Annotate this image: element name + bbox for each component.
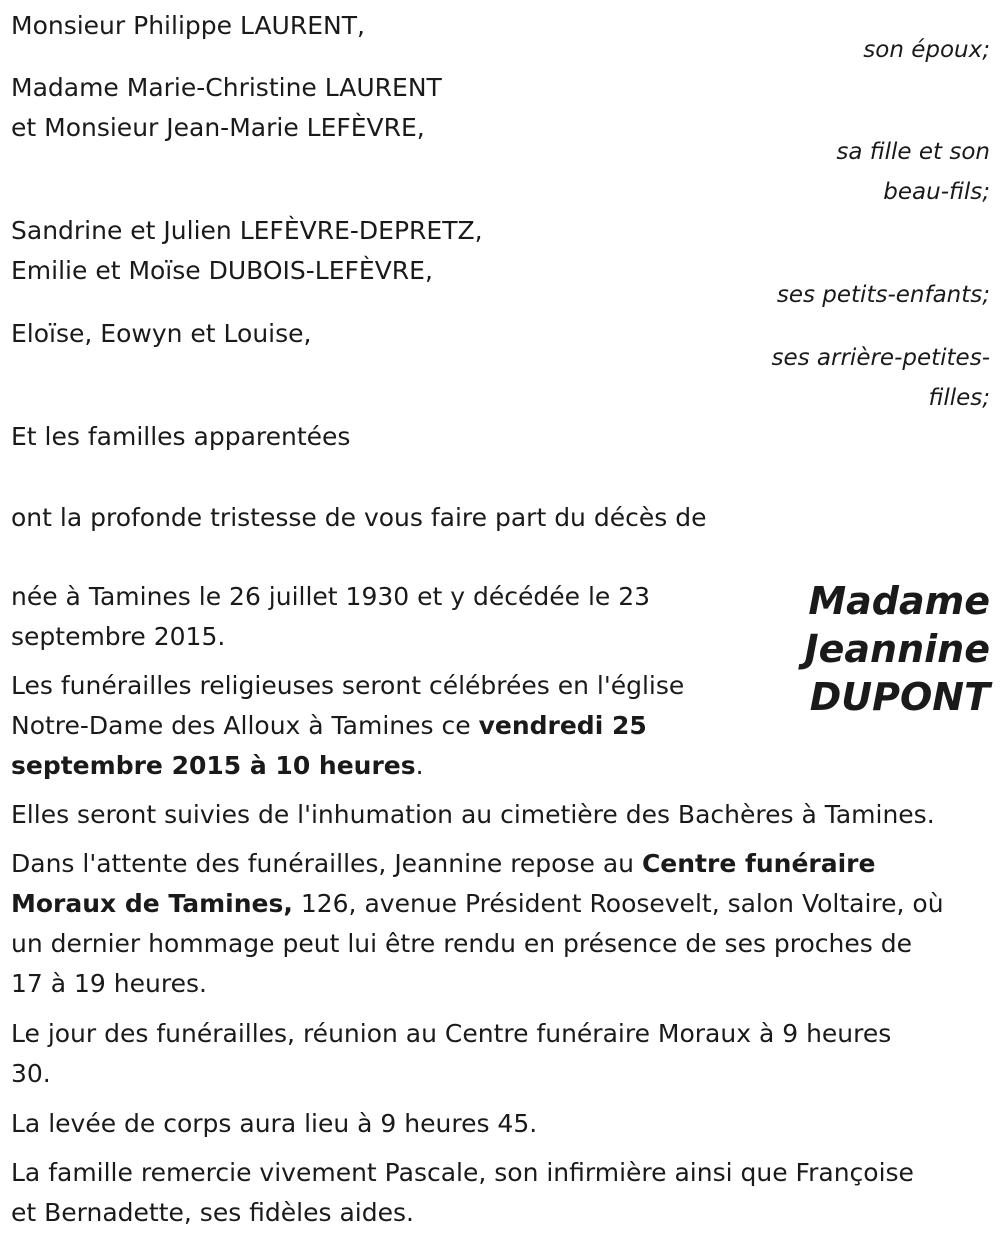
grandchildren-line2: Emilie et Moïse DUBOIS-LEFÈVRE, xyxy=(11,256,433,285)
thanks-line2: et Bernadette, ses fidèles aides. xyxy=(11,1198,414,1227)
funeral-line1: Les funérailles religieuses seront célébrées en l'église xyxy=(11,671,685,700)
deceased-name xyxy=(804,577,990,721)
rest-line2 xyxy=(11,884,944,924)
rest-line1-text: Dans l'attente des funérailles, Jeannine repose au xyxy=(11,849,642,878)
daughter-name-line1: Madame Marie-Christine LAURENT xyxy=(11,73,442,102)
funeral-line2-text: Notre-Dame des Alloux à Tamines ce xyxy=(11,711,479,740)
daughter-relation-line1: sa fille et son xyxy=(836,139,990,165)
spouse-name: Monsieur Philippe LAURENT, xyxy=(11,11,365,40)
daughter-relation-line2: beau-fils; xyxy=(883,179,990,205)
grandchildren-relation: ses petits-enfants; xyxy=(776,282,990,308)
daughter-name-line2: et Monsieur Jean-Marie LEFÈVRE, xyxy=(11,113,425,142)
rest-line2-text: 126, avenue Président Roosevelt, salon Voltaire, où xyxy=(292,889,944,918)
thanks-line1: La famille remercie vivement Pascale, son infirmière ainsi que Françoise xyxy=(11,1158,914,1187)
spouse-relation: son époux; xyxy=(863,37,990,63)
funeral-home-bold-1: Centre funéraire xyxy=(641,849,876,878)
birth-line2: septembre 2015. xyxy=(11,622,226,651)
meeting-line2: 30. xyxy=(11,1059,51,1088)
birth-line1: née à Tamines le 26 juillet 1930 et y décédée le 23 xyxy=(11,582,651,611)
grandchildren-line1: Sandrine et Julien LEFÈVRE-DEPRETZ, xyxy=(11,216,483,245)
announcement-line: ont la profonde tristesse de vous faire part du décès de xyxy=(11,503,707,532)
great-grandchildren: Eloïse, Eowyn et Louise, xyxy=(11,319,312,348)
burial-line: Elles seront suivies de l'inhumation au cimetière des Bachères à Tamines. xyxy=(11,800,935,829)
funeral-date-bold-2: septembre 2015 à 10 heures xyxy=(11,751,416,780)
great-grandchildren-relation-line1: ses arrière-petites- xyxy=(771,345,990,371)
great-grandchildren-relation-line2: filles; xyxy=(928,385,990,411)
rest-line1 xyxy=(11,844,875,884)
funeral-home-bold-2: Moraux de Tamines, xyxy=(11,889,293,918)
funeral-date-bold-1: vendredi 25 xyxy=(478,711,647,740)
deceased-name-line3: DUPONT xyxy=(809,675,990,719)
funeral-line2 xyxy=(11,706,647,746)
relatives-line: Et les familles apparentées xyxy=(11,422,351,451)
levee-line: La levée de corps aura lieu à 9 heures 45. xyxy=(11,1109,538,1138)
deceased-name-line2: Jeannine xyxy=(804,627,990,671)
funeral-line3 xyxy=(11,746,424,786)
deceased-name-line1: Madame xyxy=(808,579,990,623)
meeting-line1: Le jour des funérailles, réunion au Centre funéraire Moraux à 9 heures xyxy=(11,1019,892,1048)
rest-line3: un dernier hommage peut lui être rendu en présence de ses proches de xyxy=(11,929,913,958)
funeral-line3-suffix: . xyxy=(415,751,424,780)
rest-line4: 17 à 19 heures. xyxy=(11,969,207,998)
